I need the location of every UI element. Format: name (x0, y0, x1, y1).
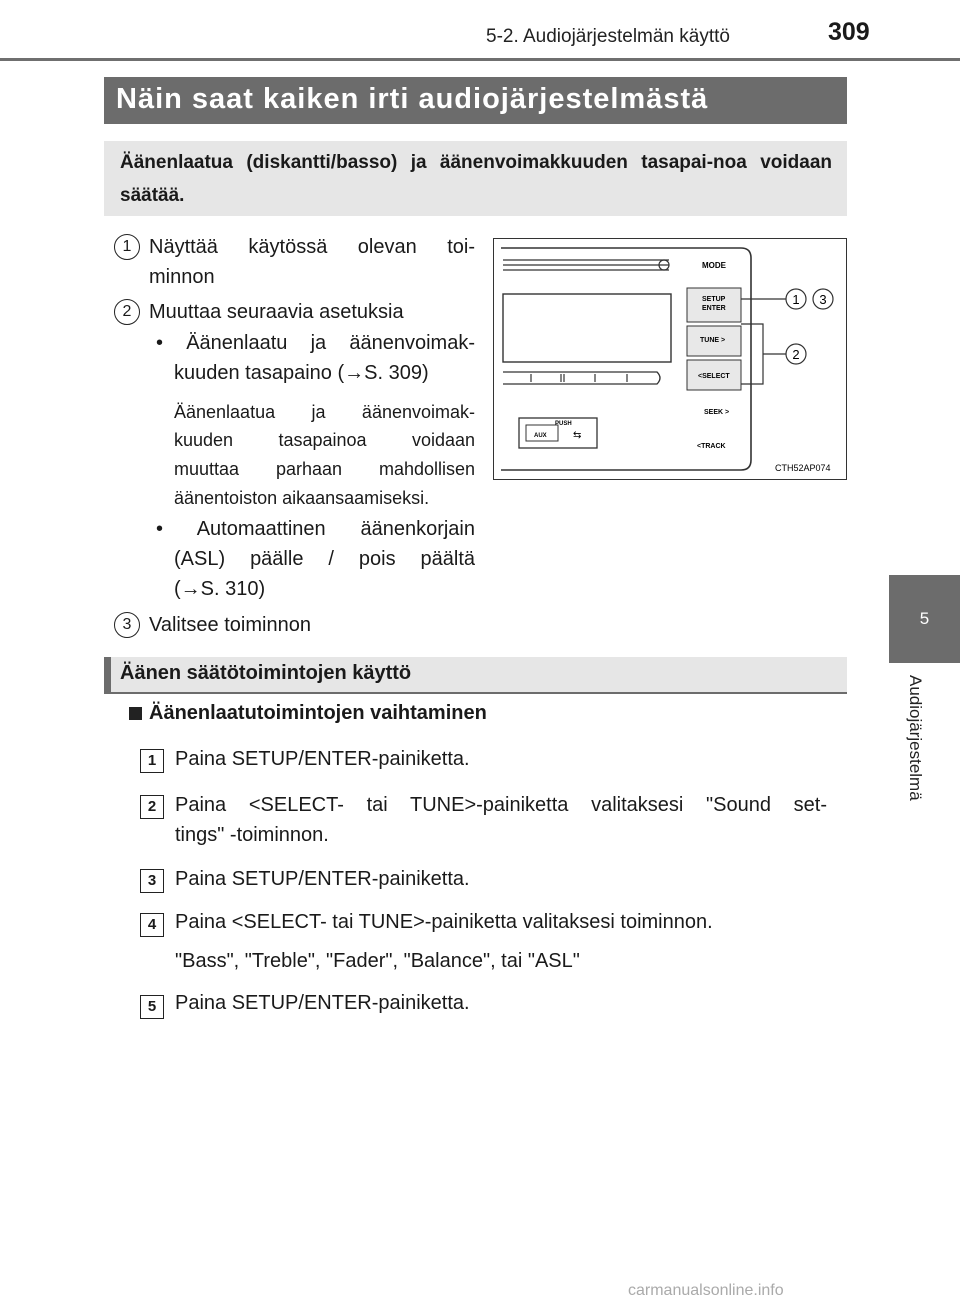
callout-bracket-2 (741, 324, 763, 384)
step-4-text-line1: Paina <SELECT- tai TUNE>-painiketta valitaksesi toiminnon. (175, 911, 713, 933)
bullet-1-line1: • Äänenlaatu ja äänenvoimak- (156, 332, 475, 354)
section-heading-accent (104, 657, 111, 692)
header-section-title: 5-2. Audiojärjestelmän käyttö (486, 26, 730, 47)
mode-button: MODE (701, 260, 726, 270)
usb-icon: ⇆ (572, 429, 581, 441)
subheading: Äänenlaatutoimintojen vaihtaminen (149, 702, 487, 724)
display-window (503, 294, 671, 362)
step-3-text: Paina SETUP/ENTER-painiketta. (175, 868, 470, 890)
step-number-4: 4 (140, 913, 164, 937)
item-number-2: 2 (114, 299, 140, 325)
note-line3: muuttaa parhaan mahdollisen (174, 459, 475, 479)
chapter-tab: 5 (889, 575, 960, 663)
callout-number-1: 1 (791, 291, 800, 307)
step-2-text-line2: tings" -toiminnon. (175, 824, 329, 846)
chapter-label: Audiojärjestelmä (906, 675, 925, 801)
footer-watermark: carmanualsonline.info (628, 1282, 784, 1299)
tune-label: TUNE > (699, 336, 725, 344)
page-title: Näin saat kaiken irti audiojärjestelmästä (116, 83, 709, 115)
bullet-2-line2: (ASL) päälle / pois päältä (174, 548, 475, 570)
enter-label: ENTER (701, 304, 726, 312)
note-line2: kuuden tasapainoa voidaan (174, 430, 475, 450)
note-line1: Äänenlaatua ja äänenvoimak- (174, 402, 475, 422)
bullet-2-line3: (→S. 310) (174, 578, 266, 600)
push-label: PUSH (554, 420, 572, 427)
callout-number-2: 2 (791, 346, 800, 362)
bullet-1-line2: kuuden tasapaino (→S. 309) (174, 362, 429, 384)
intro-text: Äänenlaatua (diskantti/basso) ja äänenvoimakkuuden tasapai-noa voidaan säätää. (120, 152, 832, 206)
step-number-1: 1 (140, 749, 164, 773)
step-number-3: 3 (140, 869, 164, 893)
seek-label: SEEK > (703, 408, 729, 416)
audio-panel-figure (493, 238, 847, 480)
page-number: 309 (828, 18, 870, 46)
step-1-text: Paina SETUP/ENTER-painiketta. (175, 748, 470, 770)
step-2-text-line1: Paina <SELECT- tai TUNE>-painiketta valitaksesi "Sound set- (175, 794, 827, 816)
figure-code: CTH52AP074 (774, 462, 831, 473)
step-4-text-line2: "Bass", "Treble", "Fader", "Balance", tai "ASL" (175, 950, 580, 972)
square-bullet-icon (129, 707, 142, 720)
step-number-5: 5 (140, 995, 164, 1019)
aux-label: AUX (533, 432, 547, 439)
section-heading-rule (104, 692, 847, 694)
audio-panel-illustration (493, 238, 847, 480)
header-rule (0, 58, 960, 61)
preset-strip (503, 372, 660, 384)
item-1-text-line1: Näyttää käytössä olevan toi- (149, 236, 475, 258)
setup-label: SETUP (701, 295, 725, 303)
item-3-text: Valitsee toiminnon (149, 614, 311, 636)
section-heading: Äänen säätötoimintojen käyttö (120, 662, 412, 684)
callout-number-3: 3 (818, 291, 827, 307)
step-number-2: 2 (140, 795, 164, 819)
step-5-text: Paina SETUP/ENTER-painiketta. (175, 992, 470, 1014)
item-2-text: Muuttaa seuraavia asetuksia (149, 301, 404, 323)
track-label: <TRACK (696, 442, 726, 450)
item-number-3: 3 (114, 612, 140, 638)
item-1-text-line2: minnon (149, 266, 215, 288)
select-label: <SELECT (697, 372, 730, 380)
item-number-1: 1 (114, 234, 140, 260)
note-line4: äänentoiston aikaansaamiseksi. (174, 488, 430, 508)
bullet-2-line1: • Automaattinen äänenkorjain (156, 518, 475, 540)
